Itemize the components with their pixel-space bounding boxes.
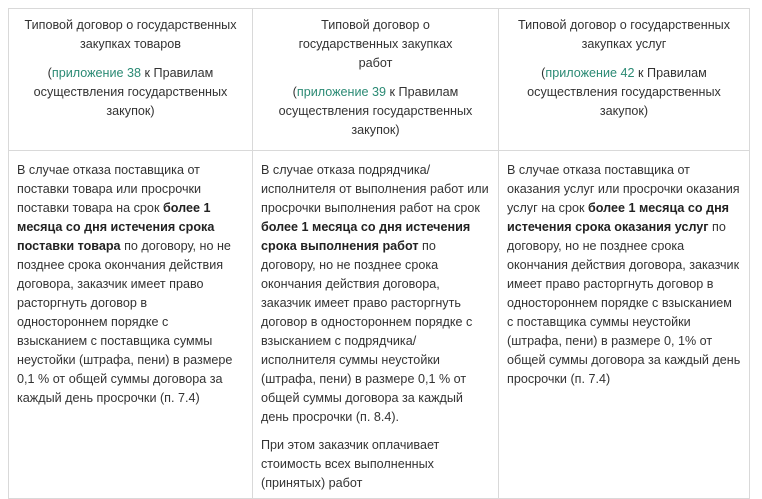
body-bold-text: более 1 месяца со дня истечения срока выполнения работ <box>261 220 471 253</box>
header-note <box>507 64 741 121</box>
header-note <box>17 64 244 121</box>
body-text: по договору, но не позднее срока окончания действия договора, заказчик имеет право расторгнуть договор в одностороннем порядке с взысканием с поставщика суммы неустойки (штрафа, пени) в размере 0, 1% от общей суммы договора за каждый день просрочки (п. 7.4) <box>507 220 741 386</box>
header-cell-goods <box>9 9 253 151</box>
appendix-link[interactable]: приложение 39 <box>296 85 387 99</box>
header-cell-services <box>499 9 750 151</box>
body-bold-text: более 1 месяца со дня истечения срока оказания услуг <box>507 201 730 234</box>
cell-paragraph <box>261 161 490 427</box>
cell-paragraph-2: При этом заказчик оплачивает стоимость всех выполненных (принятых) работ <box>261 438 440 490</box>
header-note <box>261 83 490 140</box>
note-text: к Правилам осуществления государственных закупок) <box>527 66 721 118</box>
body-cell-services <box>499 151 750 499</box>
body-text: по договору, но не позднее срока окончания действия договора, заказчик имеет право расторгнуть договор в одностороннем порядке с взысканием с поставщика суммы неустойки (штрафа, пени) в размере 0,1 % от общей суммы договора за каждый день просрочки (п. 7.4) <box>17 239 233 405</box>
body-bold-text: более 1 месяца со дня истечения срока поставки товара <box>17 201 215 253</box>
cell-paragraph <box>507 161 741 389</box>
comparison-table <box>8 8 750 499</box>
cell-paragraph <box>17 161 244 408</box>
note-paren: ( <box>292 85 297 99</box>
table-body-row <box>9 151 750 499</box>
note-paren: ( <box>47 66 52 80</box>
body-cell-goods <box>9 151 253 499</box>
header-cell-works <box>253 9 499 151</box>
appendix-link[interactable]: приложение 42 <box>545 66 635 80</box>
comparison-table-wrapper <box>8 8 749 492</box>
body-text: В случае отказа поставщика от оказания услуг или просрочки оказания услуг на срок <box>507 163 740 215</box>
header-title: Типовой договор о государственных закупках товаров <box>24 18 237 51</box>
table-header-row <box>9 9 750 151</box>
body-cell-works <box>253 151 499 499</box>
body-text: В случае отказа подрядчика/исполнителя от выполнения работ или просрочки выполнения работ на срок <box>261 163 489 215</box>
note-text: к Правилам осуществления государственных закупок) <box>278 85 473 137</box>
note-text: к Правилам осуществления государственных закупок) <box>33 66 228 118</box>
note-paren: ( <box>541 66 546 80</box>
body-text: В случае отказа поставщика от поставки товара или просрочки поставки товара на срок <box>17 163 202 215</box>
header-title: Типовой договор о государственных закупках услуг <box>517 18 731 51</box>
body-text: по договору, но не позднее срока окончания действия договора, заказчик имеет право расторгнуть договор в одностороннем порядке с взысканием с подрядчика/исполнителя суммы неустойки (штрафа, пени) в размере 0,1 % от общей суммы договора за каждый день просрочки (п. 8.4). <box>261 239 473 424</box>
header-title: Типовой договор о государственных закупках работ <box>298 18 453 70</box>
appendix-link[interactable]: приложение 38 <box>51 66 142 80</box>
